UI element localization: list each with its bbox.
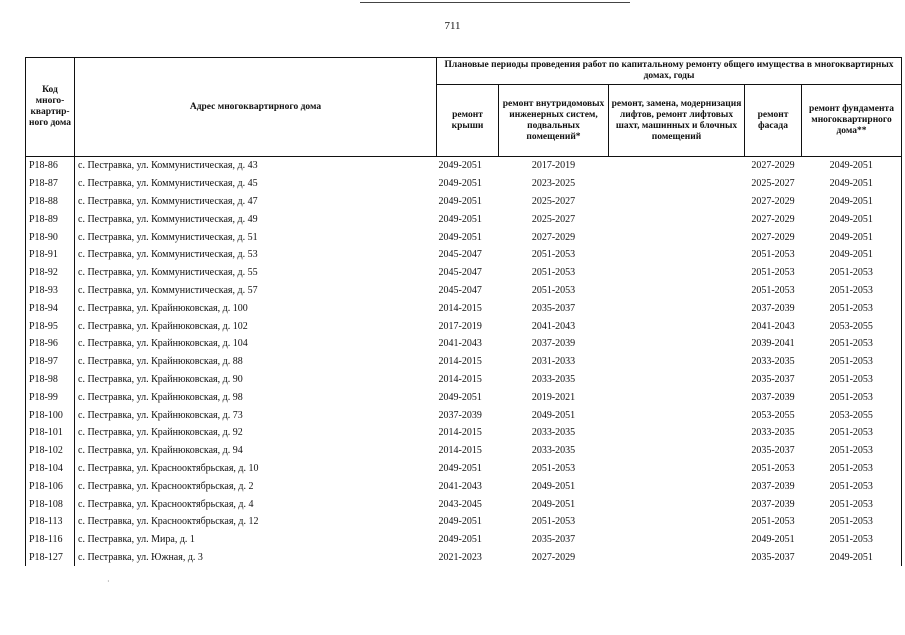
cell-roof: 2014-2015 (438, 427, 482, 439)
header-roof: ремонт крыши (437, 85, 499, 157)
cell-roof: 2037-2039 (438, 409, 482, 421)
cell-roof: 2014-2015 (438, 356, 482, 368)
cell-code: P18-98 (26, 371, 75, 389)
cell-foundation: 2051-2053 (802, 388, 902, 406)
cell-address: с. Пестравка, ул. Крайнюковская, д. 94 (75, 442, 437, 460)
table-row (26, 335, 902, 353)
cell-roof: 2049-2051 (438, 213, 482, 225)
cell-facade: 2051-2053 (751, 267, 795, 279)
cell-address: с. Пестравка, ул. Крайнюковская, д. 90 (75, 371, 437, 389)
table-row (26, 210, 902, 228)
cell-elevators (609, 388, 745, 406)
cell-code: P18-101 (26, 424, 75, 442)
cell-foundation: 2051-2053 (802, 371, 902, 389)
page-number: 711 (444, 20, 461, 32)
cell-systems: 2051-2053 (531, 516, 576, 528)
cell-roof: 2043-2045 (438, 498, 482, 510)
cell-elevators (609, 299, 745, 317)
cell-elevators (609, 460, 745, 478)
table-row (26, 513, 902, 531)
cell-roof: 2045-2047 (438, 267, 482, 279)
cell-foundation: 2049-2051 (802, 193, 902, 211)
cell-systems: 2035-2037 (531, 302, 576, 314)
cell-code: P18-96 (26, 335, 75, 353)
cell-elevators (609, 175, 745, 193)
cell-foundation: 2051-2053 (802, 353, 902, 371)
cell-facade: 2037-2039 (751, 498, 795, 510)
cell-elevators (609, 442, 745, 460)
header-facade: ремонт фасада (745, 85, 802, 157)
cell-roof: 2041-2043 (438, 480, 482, 492)
cell-address: с. Пестравка, ул. Крайнюковская, д. 100 (75, 299, 437, 317)
cell-elevators (609, 246, 745, 264)
cell-roof: 2041-2043 (438, 338, 482, 350)
cell-roof: 2045-2047 (438, 284, 482, 296)
cell-systems: 2023-2025 (531, 178, 576, 190)
cell-facade: 2037-2039 (751, 302, 795, 314)
cell-elevators (609, 549, 745, 567)
cell-address: с. Пестравка, ул. Крайнюковская, д. 102 (75, 317, 437, 335)
cell-roof: 2049-2051 (438, 534, 482, 546)
table-row (26, 228, 902, 246)
cell-address: с. Пестравка, ул. Коммунистическая, д. 55 (75, 264, 437, 282)
table-body (26, 157, 902, 567)
cell-foundation: 2049-2051 (802, 549, 902, 567)
table-row (26, 299, 902, 317)
cell-code: P18-113 (26, 513, 75, 531)
cell-systems: 2025-2027 (531, 213, 576, 225)
cell-foundation: 2051-2053 (802, 460, 902, 478)
cell-foundation: 2051-2053 (802, 531, 902, 549)
table-row (26, 477, 902, 495)
cell-code: P18-106 (26, 477, 75, 495)
cell-address: с. Пестравка, ул. Южная, д. 3 (75, 549, 437, 567)
cell-facade: 2027-2029 (751, 231, 795, 243)
cell-systems: 2031-2033 (531, 356, 576, 368)
cell-code: P18-93 (26, 282, 75, 300)
cell-address: с. Пестравка, ул. Краснооктябрьская, д. 2 (75, 477, 437, 495)
cell-foundation: 2051-2053 (802, 495, 902, 513)
cell-foundation: 2053-2055 (802, 317, 902, 335)
cell-foundation: 2049-2051 (802, 210, 902, 228)
cell-elevators (609, 228, 745, 246)
table-row (26, 282, 902, 300)
cell-systems: 2027-2029 (531, 551, 576, 563)
cell-code: P18-87 (26, 175, 75, 193)
cell-code: P18-104 (26, 460, 75, 478)
cell-address: с. Пестравка, ул. Коммунистическая, д. 43 (75, 157, 437, 175)
cell-code: P18-91 (26, 246, 75, 264)
table-row (26, 157, 902, 175)
cell-foundation: 2051-2053 (802, 299, 902, 317)
capital-repair-table (25, 57, 902, 566)
cell-roof: 2045-2047 (438, 249, 482, 261)
cell-elevators (609, 157, 745, 175)
table-row (26, 460, 902, 478)
cell-elevators (609, 477, 745, 495)
cell-code: P18-86 (26, 157, 75, 175)
cell-code: P18-92 (26, 264, 75, 282)
table-row (26, 442, 902, 460)
cell-facade: 2025-2027 (751, 178, 795, 190)
table-row (26, 549, 902, 567)
cell-foundation: 2051-2053 (802, 282, 902, 300)
cell-systems: 2041-2043 (531, 320, 576, 332)
cell-elevators (609, 371, 745, 389)
cell-elevators (609, 424, 745, 442)
cell-address: с. Пестравка, ул. Мира, д. 1 (75, 531, 437, 549)
cell-code: P18-88 (26, 193, 75, 211)
cell-code: P18-90 (26, 228, 75, 246)
cell-roof: 2014-2015 (438, 445, 482, 457)
cell-address: с. Пестравка, ул. Крайнюковская, д. 98 (75, 388, 437, 406)
header-systems: ремонт внутридомовых инженерных систем, подвальных помещений* (499, 85, 609, 157)
cell-foundation: 2051-2053 (802, 264, 902, 282)
cell-roof: 2049-2051 (438, 231, 482, 243)
cell-code: P18-108 (26, 495, 75, 513)
cell-facade: 2035-2037 (751, 445, 795, 457)
table-row (26, 388, 902, 406)
cell-systems: 2033-2035 (531, 427, 576, 439)
cell-elevators (609, 210, 745, 228)
cell-code: P18-99 (26, 388, 75, 406)
cell-foundation: 2051-2053 (802, 424, 902, 442)
cell-elevators (609, 531, 745, 549)
header-elevators: ремонт, замена, модернизация лифтов, ремонт лифтовых шахт, машинных и блочных помещений (609, 85, 745, 157)
cell-systems: 2033-2035 (531, 373, 576, 385)
cell-foundation: 2051-2053 (802, 335, 902, 353)
cell-address: с. Пестравка, ул. Коммунистическая, д. 53 (75, 246, 437, 264)
cell-facade: 2035-2037 (751, 373, 795, 385)
cell-facade: 2049-2051 (751, 534, 795, 546)
cell-systems: 2049-2051 (531, 480, 576, 492)
cell-foundation: 2051-2053 (802, 513, 902, 531)
cell-foundation: 2049-2051 (802, 246, 902, 264)
cell-facade: 2033-2035 (751, 427, 795, 439)
cell-facade: 2039-2041 (751, 338, 795, 350)
cell-systems: 2049-2051 (531, 498, 576, 510)
cell-facade: 2027-2029 (751, 213, 795, 225)
cell-code: P18-102 (26, 442, 75, 460)
cell-code: P18-127 (26, 549, 75, 567)
top-border-line (360, 2, 630, 3)
table-row (26, 193, 902, 211)
table-row (26, 371, 902, 389)
cell-code: P18-97 (26, 353, 75, 371)
cell-address: с. Пестравка, ул. Коммунистическая, д. 51 (75, 228, 437, 246)
cell-systems: 2033-2035 (531, 445, 576, 457)
cell-address: с. Пестравка, ул. Краснооктябрьская, д. 4 (75, 495, 437, 513)
cell-elevators (609, 495, 745, 513)
table-row (26, 317, 902, 335)
cell-address: с. Пестравка, ул. Крайнюковская, д. 92 (75, 424, 437, 442)
header-foundation: ремонт фундамента многоквартирного дома** (802, 85, 902, 157)
cell-address: с. Пестравка, ул. Коммунистическая, д. 57 (75, 282, 437, 300)
cell-systems: 2051-2053 (531, 462, 576, 474)
cell-systems: 2037-2039 (531, 338, 576, 350)
header-periods-group: Плановые периоды проведения работ по капитальному ремонту общего имущества в многоквартирных домах, годы (437, 58, 902, 85)
cell-code: P18-116 (26, 531, 75, 549)
cell-facade: 2035-2037 (751, 551, 795, 563)
cell-facade: 2053-2055 (751, 409, 795, 421)
cell-elevators (609, 513, 745, 531)
header-code: Код много-квартир-ного дома (26, 58, 75, 157)
cell-facade: 2037-2039 (751, 480, 795, 492)
cell-foundation: 2049-2051 (802, 228, 902, 246)
table-row (26, 175, 902, 193)
cell-systems: 2017-2019 (531, 160, 576, 172)
table-row (26, 353, 902, 371)
table-row (26, 424, 902, 442)
cell-roof: 2017-2019 (438, 320, 482, 332)
cell-foundation: 2053-2055 (802, 406, 902, 424)
cell-facade: 2037-2039 (751, 391, 795, 403)
cell-address: с. Пестравка, ул. Крайнюковская, д. 104 (75, 335, 437, 353)
cell-code: P18-94 (26, 299, 75, 317)
cell-elevators (609, 193, 745, 211)
cell-roof: 2049-2051 (438, 516, 482, 528)
cell-elevators (609, 264, 745, 282)
table-row (26, 264, 902, 282)
cell-elevators (609, 282, 745, 300)
cell-address: с. Пестравка, ул. Коммунистическая, д. 47 (75, 193, 437, 211)
cell-systems: 2051-2053 (531, 249, 576, 261)
cell-roof: 2049-2051 (438, 391, 482, 403)
cell-roof: 2049-2051 (438, 462, 482, 474)
header-address: Адрес многоквартирного дома (75, 58, 437, 157)
table-row (26, 406, 902, 424)
cell-facade: 2051-2053 (751, 516, 795, 528)
cell-address: с. Пестравка, ул. Коммунистическая, д. 49 (75, 210, 437, 228)
cell-code: P18-89 (26, 210, 75, 228)
cell-foundation: 2051-2053 (802, 442, 902, 460)
table-row (26, 495, 902, 513)
cell-elevators (609, 406, 745, 424)
cell-facade: 2033-2035 (751, 356, 795, 368)
cell-foundation: 2049-2051 (802, 175, 902, 193)
cell-facade: 2051-2053 (751, 462, 795, 474)
cell-facade: 2027-2029 (751, 160, 795, 172)
cell-systems: 2049-2051 (531, 409, 576, 421)
cell-address: с. Пестравка, ул. Краснооктябрьская, д. 12 (75, 513, 437, 531)
table-row (26, 246, 902, 264)
cell-elevators (609, 317, 745, 335)
cell-systems: 2027-2029 (531, 231, 576, 243)
cell-systems: 2025-2027 (531, 195, 576, 207)
cell-systems: 2019-2021 (531, 391, 576, 403)
cell-address: с. Пестравка, ул. Коммунистическая, д. 45 (75, 175, 437, 193)
cell-roof: 2014-2015 (438, 302, 482, 314)
cell-facade: 2051-2053 (751, 284, 795, 296)
cell-address: с. Пестравка, ул. Крайнюковская, д. 88 (75, 353, 437, 371)
cell-foundation: 2051-2053 (802, 477, 902, 495)
cell-facade: 2027-2029 (751, 195, 795, 207)
cell-systems: 2035-2037 (531, 534, 576, 546)
cell-address: с. Пестравка, ул. Крайнюковская, д. 73 (75, 406, 437, 424)
cell-elevators (609, 335, 745, 353)
cell-roof: 2021-2023 (438, 551, 482, 563)
cell-roof: 2014-2015 (438, 373, 482, 385)
cell-systems: 2051-2053 (531, 284, 576, 296)
cell-systems: 2051-2053 (531, 267, 576, 279)
cell-foundation: 2049-2051 (802, 157, 902, 175)
cell-roof: 2049-2051 (438, 160, 482, 172)
cell-code: P18-100 (26, 406, 75, 424)
cell-facade: 2041-2043 (751, 320, 795, 332)
cell-facade: 2051-2053 (751, 249, 795, 261)
cell-roof: 2049-2051 (438, 178, 482, 190)
scan-speck: · (107, 577, 110, 586)
cell-elevators (609, 353, 745, 371)
cell-address: с. Пестравка, ул. Краснооктябрьская, д. 10 (75, 460, 437, 478)
cell-roof: 2049-2051 (438, 195, 482, 207)
cell-code: P18-95 (26, 317, 75, 335)
table-row (26, 531, 902, 549)
